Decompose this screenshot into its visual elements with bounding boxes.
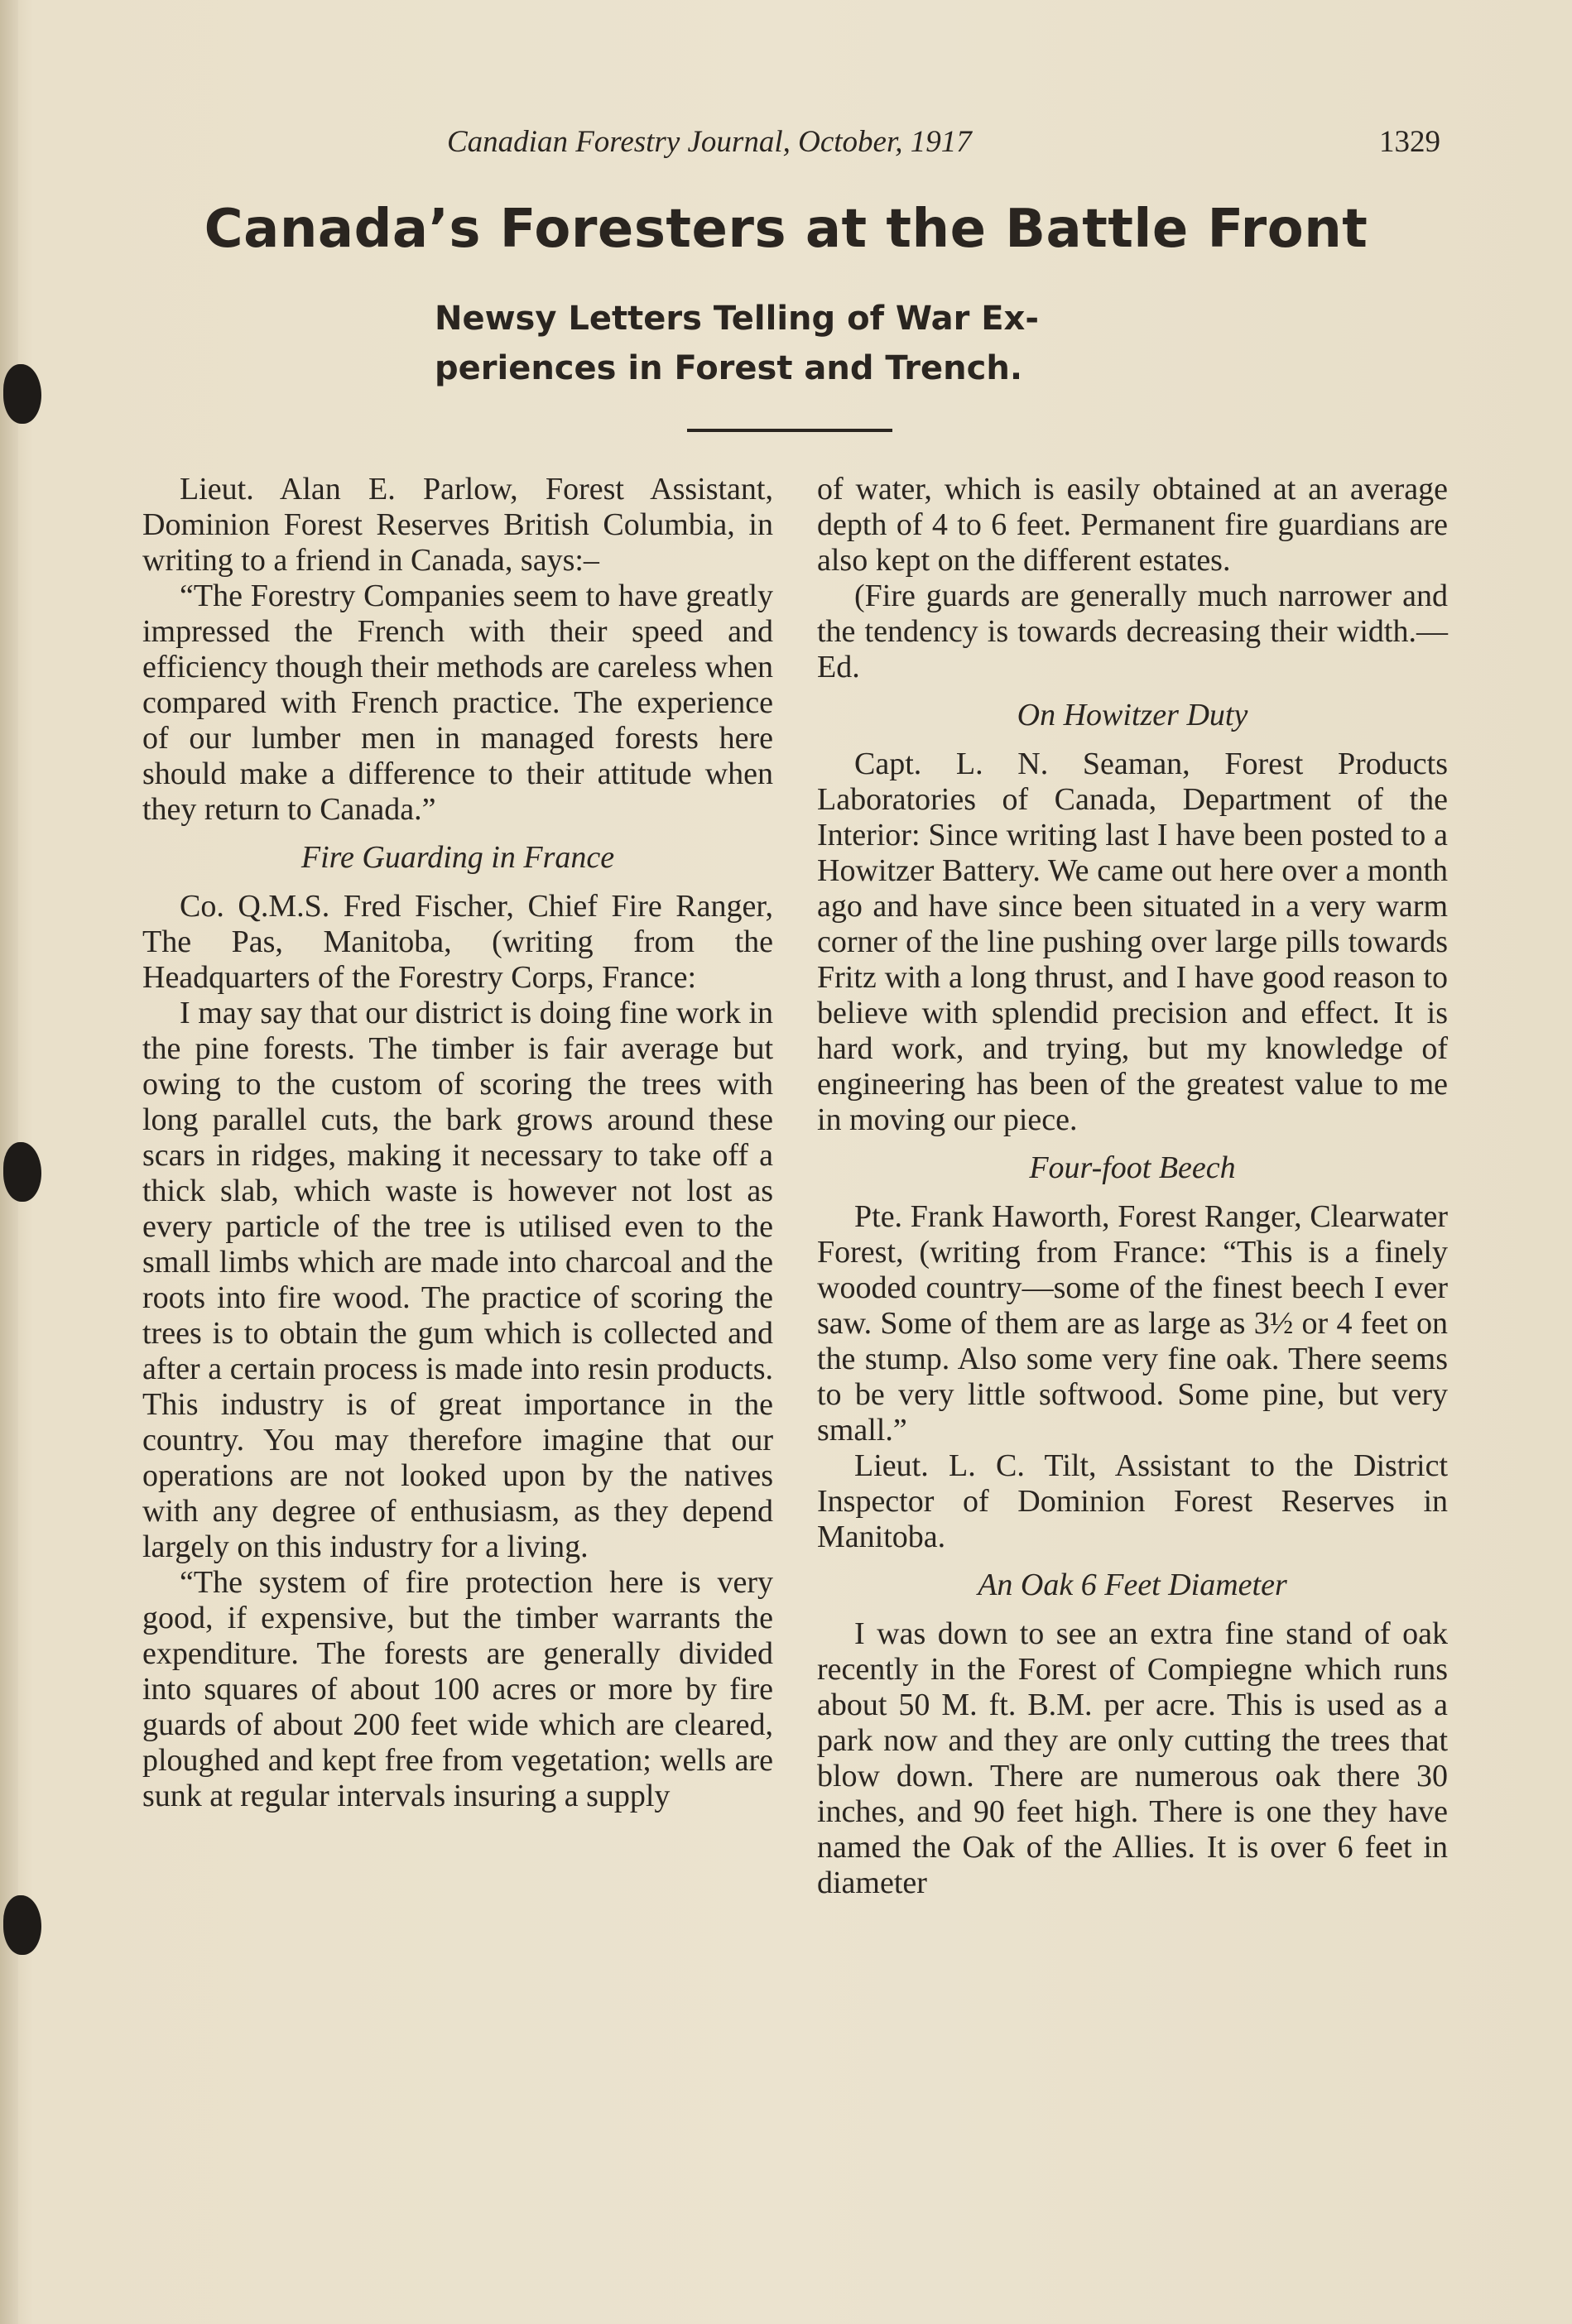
paragraph: “The system of fire protection here is very good, if expensive, but the timber warrants the expenditure. The forests are generally divided into squares of about 100 acres or more by fire guards of about 200 feet wide which are cleared, ploughed and kept free from vegetation; wells are sunk at regular intervals insuring a supply xyxy=(142,1565,773,1813)
right-column xyxy=(817,472,1448,1901)
paragraph: I may say that our district is doing fine work in the pine forests. The timber is fair average but owing to the custom of scoring the trees with long parallel cuts, the bark grows around these scars in ridges, making it necessary to take off a thick slab, which waste is however not lost as every particle of the tree is utilised even to the small limbs which are made into charcoal and the roots into fire wood. The practice of scoring the trees is to obtain the gum which is collected and after a certain process is made into resin products. This industry is of great importance in the country. You may therefore imagine that our operations are not looked upon by the natives with any degree of enthusiasm, as they depend largely on this industry for a living. xyxy=(142,996,773,1564)
paragraph: of water, which is easily obtained at an average depth of 4 to 6 feet. Permanent fire guardians are also kept on the different estates. xyxy=(817,472,1448,578)
paragraph: “The Forestry Companies seem to have greatly impressed the French with their speed and efficiency though their methods are careless when compared with French practice. The experience of our lumber men in managed forests here should make a difference to their attitude when they return to Canada.” xyxy=(142,579,773,827)
section-heading-oak: An Oak 6 Feet Diameter xyxy=(978,1568,1287,1602)
binder-hole-middle xyxy=(3,1142,41,1202)
paragraph: Co. Q.M.S. Fred Fischer, Chief Fire Ranger, The Pas, Manitoba, (writing from the Headquarters of the Forestry Corps, France: xyxy=(142,889,773,995)
paragraph: Pte. Frank Haworth, Forest Ranger, Clearwater Forest, (writing from France: “This is a finely wooded country—some of the finest beech I ever saw. Some of them are as large as 3½ or 4 feet on the stump. Also some very fine oak. There seems to be very little softwood. Some pine, but very small.” xyxy=(817,1199,1448,1448)
journal-name: Canadian Forestry Journal, October, 1917 xyxy=(447,125,972,159)
title-divider xyxy=(687,429,892,432)
section-heading-fire-guarding: Fire Guarding in France xyxy=(300,840,615,875)
subtitle-line-2: periences in Forest and Trench. xyxy=(435,349,1023,387)
page-number: 1329 xyxy=(1379,125,1440,159)
left-column xyxy=(142,472,773,1814)
section-heading-howitzer: On Howitzer Duty xyxy=(1017,698,1248,732)
binder-hole-top xyxy=(3,364,41,424)
article-subtitle xyxy=(435,294,1180,393)
subtitle-line-1: Newsy Letters Telling of War Ex- xyxy=(435,300,1039,338)
article-title: Canada’s Foresters at the Battle Front xyxy=(204,199,1368,260)
binder-hole-bottom xyxy=(3,1895,41,1955)
paragraph: Lieut. Alan E. Parlow, Forest Assistant, Dominion Forest Reserves British Columbia, in writing to a friend in Canada, says:– xyxy=(142,472,773,578)
section-heading-beech: Four-foot Beech xyxy=(1029,1150,1236,1185)
paragraph: I was down to see an extra fine stand of oak recently in the Forest of Compiegne which runs about 50 M. ft. B.M. per acre. This is used as a park now and they are only cutting the trees that blow down. There are numerous oak there 30 inches, and 90 feet high. There is one they have named the Oak of the Allies. It is over 6 feet in diameter xyxy=(817,1616,1448,1900)
running-head xyxy=(447,124,1440,166)
paragraph: Lieut. L. C. Tilt, Assistant to the District Inspector of Dominion Forest Reserves in Manitoba. xyxy=(817,1448,1448,1554)
paragraph: (Fire guards are generally much narrower and the tendency is towards decreasing their width.—Ed. xyxy=(817,579,1448,684)
paragraph: Capt. L. N. Seaman, Forest Products Laboratories of Canada, Department of the Interior: Since writing last I have been posted to a Howitzer Battery. We came out here over a month ago and have since been situated in a very warm corner of the line pushing over large pills towards Fritz with a long thrust, and I have good reason to believe with splendid precision and effect. It is hard work, and trying, but my knowledge of engineering has been of the greatest value to me in moving our piece. xyxy=(817,747,1448,1137)
